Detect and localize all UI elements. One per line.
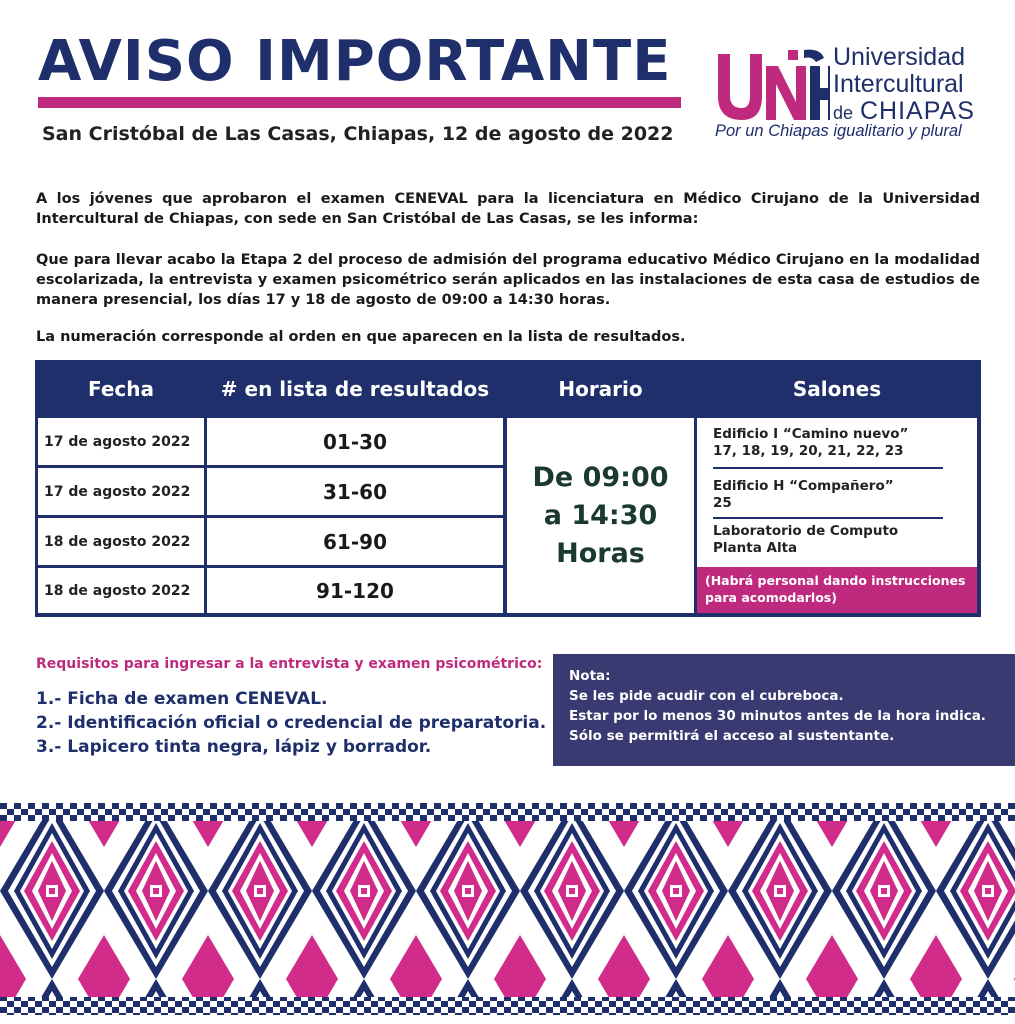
logo-slogan: Por un Chiapas igualitario y plural [715, 122, 962, 140]
list-item: 3.- Lapicero tinta negra, lápiz y borrador. [36, 737, 432, 757]
nota-line: Estar por lo menos 30 minutos antes de la hora indica. [569, 708, 986, 724]
header-lista: # en lista de resultados [220, 376, 490, 401]
table-row-range: 01-30 [207, 418, 503, 465]
salon-name: Laboratorio de Computo [713, 523, 899, 539]
nota-title: Nota: [569, 668, 611, 684]
title-underline [38, 97, 681, 108]
header-fecha: Fecha [87, 376, 154, 401]
page-title: AVISO IMPORTANTE [38, 29, 672, 94]
salon-1 [713, 426, 908, 460]
schedule-table [35, 360, 981, 617]
numbering-note: La numeración corresponde al orden en que aparecen en la lista de resultados. [36, 329, 686, 345]
table-row-range: 31-60 [207, 468, 503, 515]
salon-detail: Planta Alta [713, 540, 798, 556]
horario-cell [507, 418, 694, 613]
header [0, 0, 1015, 170]
table-row-range: 61-90 [207, 518, 503, 565]
nota-box [553, 654, 1015, 766]
salon-name: Edificio H “Compañero” [713, 478, 894, 494]
table-row-range: 91-120 [207, 568, 503, 613]
textile-pattern-border [0, 803, 1015, 1015]
table-row-date: 17 de agosto 2022 [38, 468, 204, 515]
horario-line-3: Horas [556, 537, 645, 569]
salon-2 [713, 478, 894, 512]
logo-chiapas: CHIAPAS [859, 97, 975, 125]
salon-3 [713, 523, 898, 557]
date-location: San Cristóbal de Las Casas, Chiapas, 12 de agosto de 2022 [42, 123, 674, 145]
university-logo [714, 42, 989, 144]
requisitos-list [36, 687, 546, 759]
header-horario: Horario [558, 376, 643, 401]
horario-line-2: a 14:30 [543, 499, 658, 531]
nota-line: Se les pide acudir con el cubreboca. [569, 688, 844, 704]
intro-paragraph: A los jóvenes que aprobaron el examen CENEVAL para la licenciatura en Médico Cirujano de la Universidad Intercultural de Chiapas, con sede en San Cristóbal de Las Casas, se les informa: [36, 191, 980, 227]
header-salones: Salones [792, 376, 882, 401]
logo-de: de [833, 103, 854, 123]
list-item: 2.- Identificación oficial o credencial de preparatoria. [36, 713, 547, 733]
details-paragraph: Que para llevar acabo la Etapa 2 del proceso de admisión del programa educativo Médico Cirujano en la modalidad escolarizada, la entrevista y examen psicométrico serán aplicados en las instalaciones de esta casa de estudios de manera presencial, los días 17 y 18 de agosto de 09:00 a 14:30 horas. [36, 252, 980, 308]
nota-line: Sólo se permitirá el acceso al sustentante. [569, 728, 895, 744]
salon-divider [713, 517, 943, 519]
salon-name: Edificio I “Camino nuevo” [713, 426, 909, 442]
salon-instructions-note: (Habrá personal dando instrucciones para acomodarlos) [697, 567, 977, 613]
list-item: 1.- Ficha de examen CENEVAL. [36, 689, 328, 709]
salon-divider [713, 467, 943, 469]
horario-line-1: De 09:00 [532, 461, 669, 493]
salon-detail: 17, 18, 19, 20, 21, 22, 23 [713, 443, 904, 459]
salon-detail: 25 [713, 495, 732, 511]
logo-line-2: Intercultural [833, 70, 964, 98]
table-row-date: 17 de agosto 2022 [38, 418, 204, 465]
table-row-date: 18 de agosto 2022 [38, 568, 204, 613]
requisitos-title: Requisitos para ingresar a la entrevista y examen psicométrico: [36, 656, 543, 672]
unich-logo-icon [716, 46, 830, 122]
salones-cell [697, 418, 977, 613]
logo-line-1: Universidad [833, 43, 966, 71]
table-row-date: 18 de agosto 2022 [38, 518, 204, 565]
logo-wordmark [833, 44, 975, 127]
